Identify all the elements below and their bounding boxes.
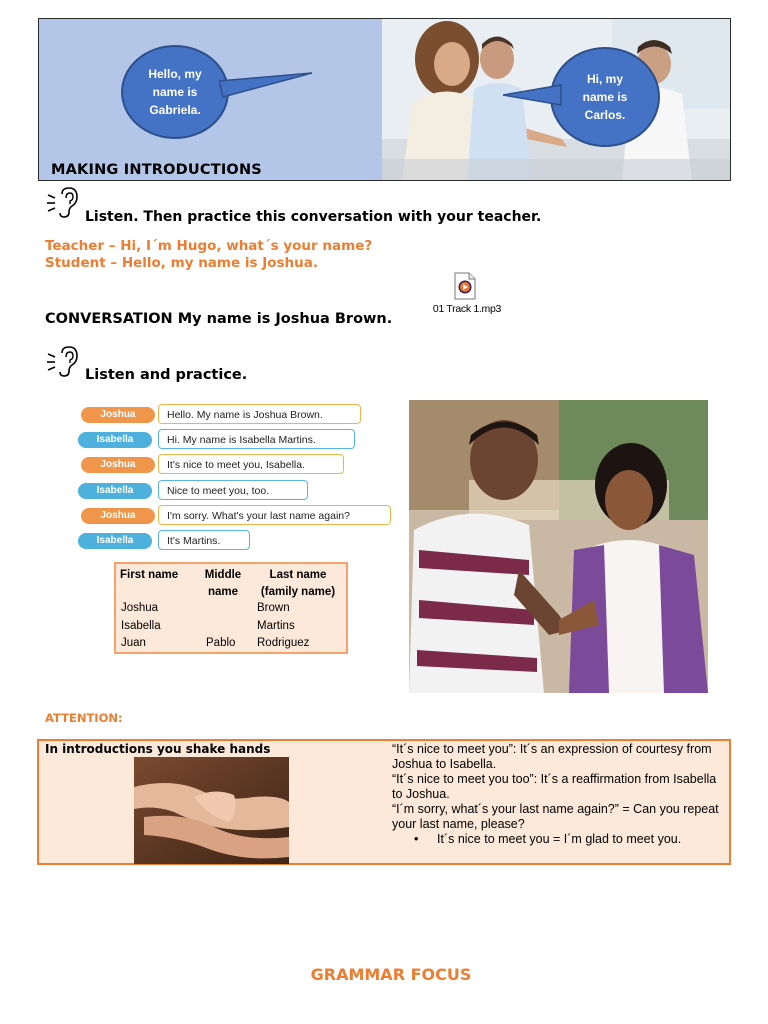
ear-listen-icon <box>46 186 80 220</box>
speech-bubble-tail-left <box>219 71 314 101</box>
table-cell: Martins <box>257 620 295 632</box>
instruction-listen-practice: Listen and practice. <box>85 367 248 383</box>
conversation-title: CONVERSATION My name is Joshua Brown. <box>45 311 393 327</box>
table-cell: Pablo <box>206 637 236 649</box>
table-cell: Brown <box>257 602 290 614</box>
introductions-banner <box>38 18 731 181</box>
conversation-line: Hi. My name is Isabella Martins. <box>158 429 355 449</box>
attention-bullet: It´s nice to meet you = I´m glad to meet you. <box>437 832 682 846</box>
conversation-line: It's Martins. <box>158 530 250 550</box>
table-cell: Isabella <box>121 620 161 632</box>
attention-box <box>37 739 731 865</box>
speech-bubble-gabriela <box>121 45 229 139</box>
table-cell: Juan <box>121 637 146 649</box>
speaker-chip: Isabella <box>78 533 152 549</box>
speaker-chip: Joshua <box>81 508 155 524</box>
audio-attachment[interactable] <box>425 272 509 320</box>
header-last-name: Last name (family name) <box>260 569 336 598</box>
ear-listen-icon <box>46 345 80 379</box>
banner-title: MAKING INTRODUCTIONS <box>51 162 262 178</box>
speaker-chip: Isabella <box>78 483 152 499</box>
shaking-hands-photo <box>134 757 289 864</box>
table-cell: Rodriguez <box>257 637 310 649</box>
attention-label: ATTENTION: <box>45 711 123 725</box>
instruction-listen-practice-teacher: Listen. Then practice this conversation with your teacher. <box>85 209 542 225</box>
audio-file-icon <box>454 272 476 300</box>
dialogue-student-line: Student – Hello, my name is Joshua. <box>45 255 318 271</box>
conversation-line: Hello. My name is Joshua Brown. <box>158 404 361 424</box>
audio-filename: 01 Track 1.mp3 <box>432 303 502 315</box>
attention-note-3: “I´m sorry, what´s your last name again?” = Can you repeat your last name, please? <box>392 802 719 831</box>
speech-bubble-tail-right <box>503 79 563 109</box>
header-middle-name: Middle name <box>204 569 242 598</box>
bullet-icon: • <box>414 832 419 846</box>
conversation-line: It's nice to meet you, Isabella. <box>158 454 344 474</box>
header-first-name: First name <box>120 569 179 581</box>
conversation-line: Nice to meet you, too. <box>158 480 308 500</box>
bubble-text-carlos: Hi, my name is Carlos. <box>582 72 628 122</box>
attention-note-2: “It´s nice to meet you too”: It´s a reaffirmation from Isabella to Joshua. <box>392 772 717 801</box>
dialogue-teacher-line: Teacher – Hi, I´m Hugo, what´s your name? <box>45 238 373 254</box>
speech-bubble-carlos <box>550 47 660 147</box>
names-table <box>114 562 348 654</box>
bubble-text-gabriela: Hello, my name is Gabriela. <box>148 67 202 117</box>
conversation-line: I'm sorry. What's your last name again? <box>158 505 391 525</box>
attention-left-title: In introductions you shake hands <box>45 742 271 756</box>
grammar-focus-heading: GRAMMAR FOCUS <box>310 965 472 984</box>
speaker-chip: Joshua <box>81 407 155 423</box>
attention-note-1: “It´s nice to meet you”: It´s an expression of courtesy from Joshua to Isabella. <box>392 742 712 771</box>
speaker-chip: Joshua <box>81 457 155 473</box>
speaker-chip: Isabella <box>78 432 152 448</box>
table-cell: Joshua <box>121 602 159 614</box>
handshake-photo <box>409 400 708 693</box>
